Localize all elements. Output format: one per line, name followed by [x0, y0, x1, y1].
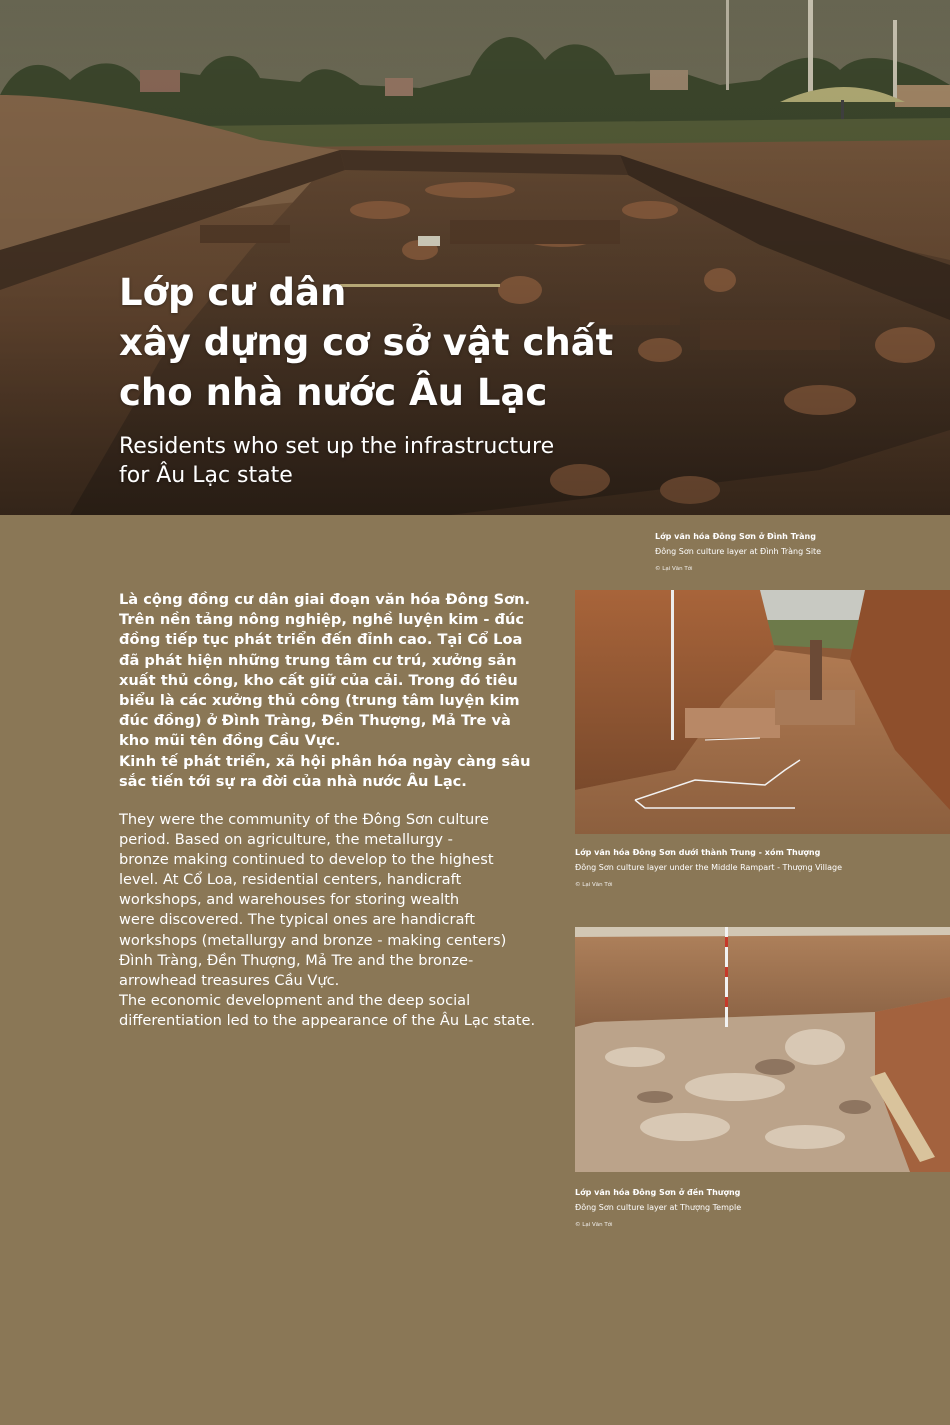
caption-vi: Lớp văn hóa Đông Sơn ở đền Thượng — [575, 1188, 741, 1197]
body-text-vietnamese: Là cộng đồng cư dân giai đoạn văn hóa Đông Sơn. Trên nền tảng nông nghiệp, nghề luyện kim - đúc đồng tiếp tục phát triển đến đỉnh cao. Tại Cổ Loa đã phát hiện những trung tâm cư trú, xưởng sản xuất thủ công, kho cất giữ của cải. Trong đó tiêu biểu là các xưởng thủ công (trung tâm luyện kim đúc đồng) ở Đình Tràng, Đền Thượng, Mả Tre và kho mũi tên đồng Cầu Vực. Kinh tế phát triển, xã hội phân hóa ngày càng sâu sắc tiến tới sự ra đời của nhà nước Âu Lạc. — [119, 591, 531, 790]
page-title — [119, 268, 759, 418]
caption-dinh-trang — [655, 531, 945, 573]
title-line: cho nhà nước Âu Lạc — [119, 371, 548, 414]
photo-credit: © Lại Văn Tới — [655, 566, 693, 572]
photo-credit: © Lại Văn Tới — [575, 882, 613, 888]
title-line: Lớp cư dân — [119, 271, 347, 314]
subtitle-line: for Âu Lạc state — [119, 463, 293, 488]
caption-vi: Lớp văn hóa Đông Sơn ở Đình Tràng — [655, 532, 816, 541]
caption-en: Đông Sơn culture layer at Thượng Temple — [575, 1203, 742, 1212]
photo-middle-rampart-trench — [575, 590, 950, 834]
page-subtitle — [119, 432, 639, 490]
caption-vi: Lớp văn hóa Đông Sơn dưới thành Trung - xóm Thượng — [575, 848, 821, 857]
caption-thuong-temple — [575, 1187, 945, 1229]
photo-credit: © Lại Văn Tới — [575, 1222, 613, 1228]
body-text-english: They were the community of the Đông Sơn culture period. Based on agriculture, the metallurgy - bronze making continued to develop to the highest level. At Cổ Loa, residential centers, handicraft workshops, and warehouses for storing wealth were discovered. The typical ones are handicraft workshops (metallurgy and bronze - making centers) Đình Tràng, Đền Thượng, Mả Tre and the bronze- arrowhead treasures Cầu Vực. The economic development and the deep social differentiation led to the appearance of the Âu Lạc state. — [119, 811, 536, 1029]
caption-middle-rampart — [575, 847, 945, 889]
caption-en: Đông Sơn culture layer under the Middle Rampart - Thượng Village — [575, 863, 843, 872]
photo-thuong-temple-pit — [575, 927, 950, 1172]
hero-banner — [0, 0, 950, 515]
caption-en: Đông Sơn culture layer at Đình Tràng Site — [655, 547, 822, 556]
title-line: xây dựng cơ sở vật chất — [119, 321, 614, 364]
subtitle-line: Residents who set up the infrastructure — [119, 434, 555, 459]
